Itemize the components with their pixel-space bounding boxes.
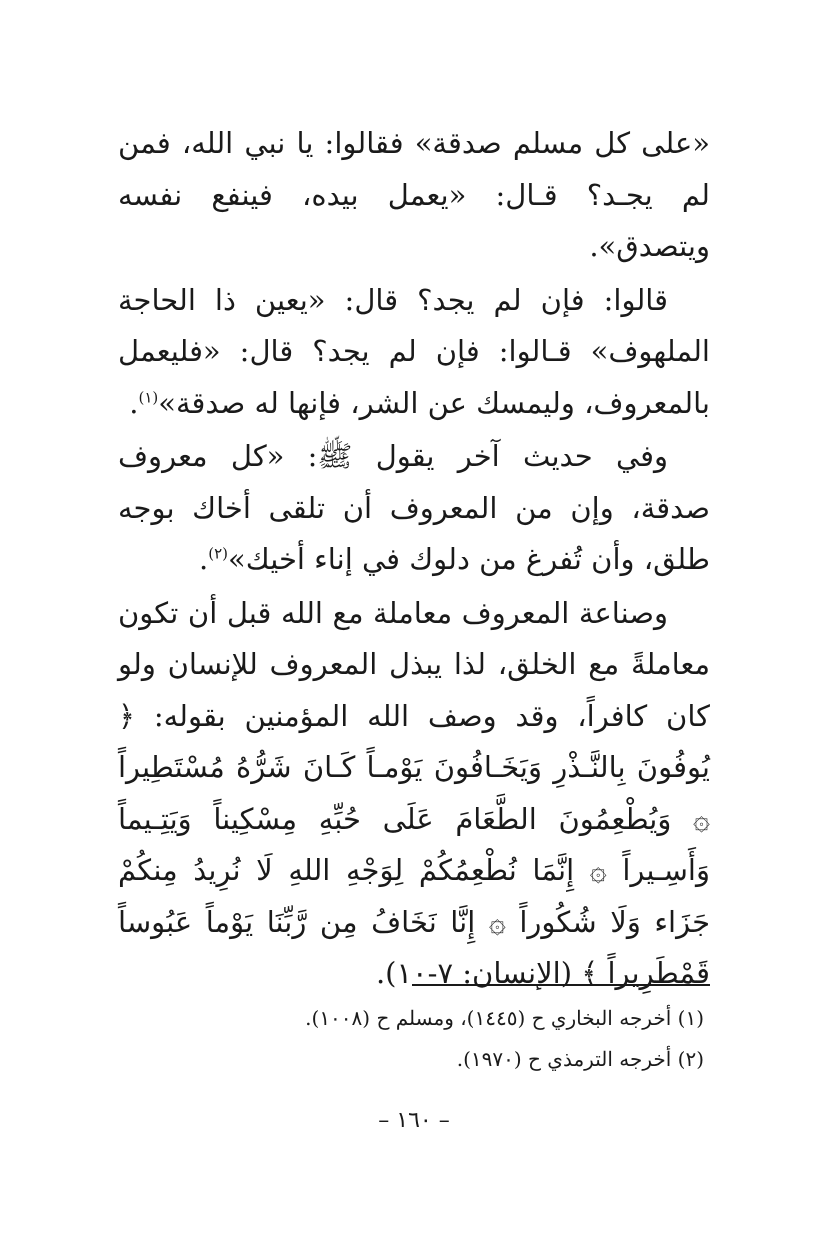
footnote-divider — [412, 984, 710, 986]
footnote-2: (٢) أخرجه الترمذي ح (١٩٧٠). — [456, 1047, 704, 1071]
body-text — [118, 118, 710, 1000]
paragraph-4 — [118, 588, 710, 1000]
paragraph-text: «على كل مسلم صدقة» فقالوا: يا نبي الله، فمن لم يجـد؟ قـال: «يعمل بيده، فينفع نفسه ويتصدق». — [118, 126, 710, 263]
footnote-reference-1[interactable]: (١) — [138, 387, 159, 406]
paragraph-end: . — [199, 542, 209, 576]
verse-citation: (الإنسان: ٧-١٠). — [375, 956, 582, 990]
paragraph-text: وصناعة المعروف معاملة مع الله قبل أن تكون معاملةً مع الخلق، لذا يبذل المعروف للإنسان ولو كان كافراً، وقد وصف الله المؤمنين بقوله: — [118, 595, 710, 733]
paragraph-2 — [118, 275, 710, 430]
footnotes — [118, 998, 704, 1080]
paragraph-text: وفي حديث آخر يقول ﷺ: «كل معروف صدقة، وإن من المعروف أن تلقى أخاك بوجه طلق، وأن تُفرغ من دلوك في إناء أخيك» — [118, 439, 710, 576]
paragraph-1 — [118, 118, 710, 273]
paragraph-text: قالوا: فإن لم يجد؟ قال: «يعين ذا الحاجة الملهوف» قـالوا: فإن لم يجد؟ قال: «فليعمل بالمعروف، وليمسك عن الشر، فإنها له صدقة» — [118, 282, 710, 420]
paragraph-3 — [118, 431, 710, 586]
quran-verse: ﴿ يُوفُونَ بِالنَّـذْرِ وَيَخَـافُونَ يَوْمـاً كَـانَ شَرُّهُ مُسْتَطِيراً ۞ وَيُطْعِمُونَ الطَّعَامَ عَلَى حُبِّهِ مِسْكِيناً وَيَتِـيماً وَأَسِـيراً ۞ إِنَّمَا نُطْعِمُكُمْ لِوَجْهِ اللهِ لَا نُرِيدُ مِنكُمْ جَزَاء وَلَا شُكُوراً ۞ إِنَّا نَخَافُ مِن رَّبِّنَا يَوْماً عَبُوساً قَمْطَرِيراً ﴾ — [118, 698, 710, 990]
page-number: – ١٦٠ – — [378, 1108, 450, 1133]
paragraph-end: . — [129, 385, 139, 420]
footnote-1: (١) أخرجه البخاري ح (١٤٤٥)، ومسلم ح (١٠٠٨). — [305, 1006, 704, 1030]
document-page — [118, 118, 710, 1218]
footnote-reference-2[interactable]: (٢) — [208, 544, 229, 563]
